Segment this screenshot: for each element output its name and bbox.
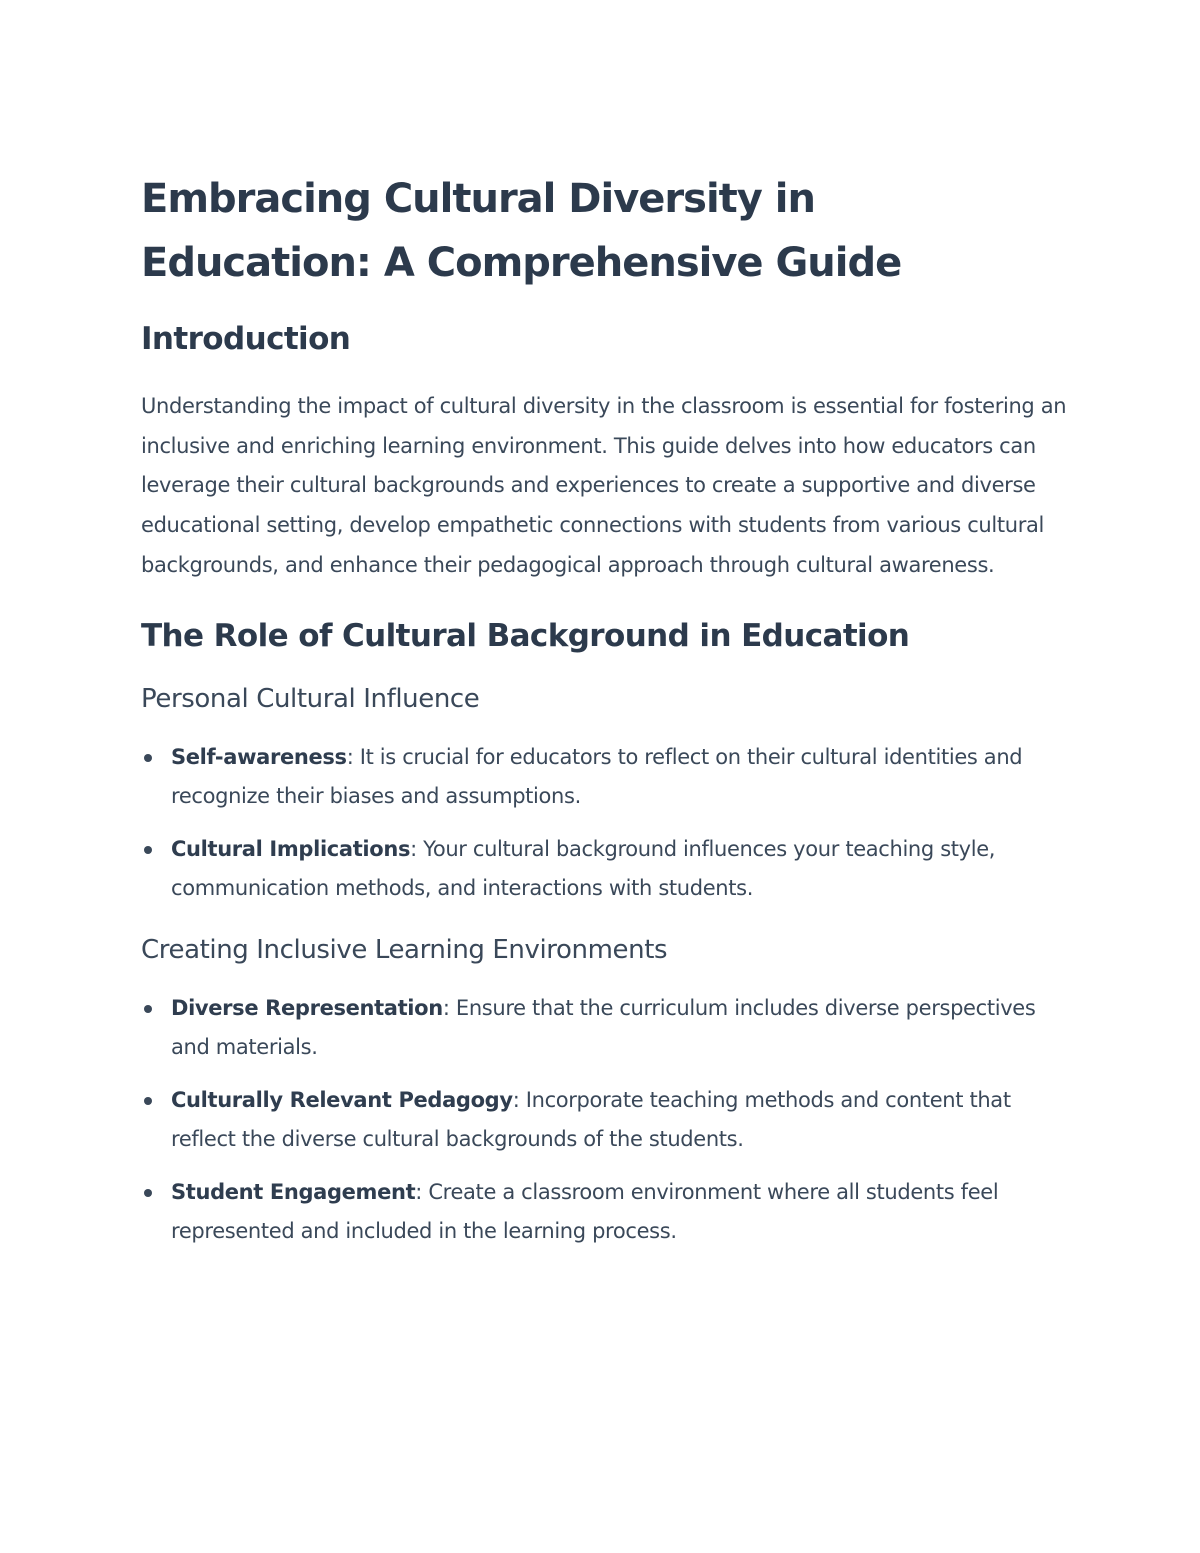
list-item	[141, 830, 1071, 909]
document-title	[141, 167, 1071, 295]
list-item	[141, 1173, 1071, 1252]
role-section-heading: The Role of Cultural Background in Education	[141, 617, 910, 654]
list-item-text: : Create a classroom environment where all students feel represented and included in the learning process.	[171, 1179, 999, 1244]
bullet-icon	[144, 1005, 152, 1013]
list-item-term: Cultural Implications	[171, 836, 411, 861]
list-item	[141, 989, 1071, 1068]
personal-influence-list	[141, 738, 1071, 909]
introduction-heading: Introduction	[141, 321, 351, 357]
inclusive-environments-heading: Creating Inclusive Learning Environments	[141, 934, 668, 965]
introduction-paragraph: Understanding the impact of cultural diversity in the classroom is essential for fostering an inclusive and enriching learning environment. This guide delves into how educators can leverage their cultural backgrounds and experiences to create a supportive and diverse educational setting, develop empathetic connections with students from various cultural backgrounds, and enhance their pedagogical approach through cultural awareness.	[141, 394, 1067, 577]
document-title-line-2: Education: A Comprehensive Guide	[141, 240, 902, 286]
bullet-icon	[144, 846, 152, 854]
list-item-term: Diverse Representation	[171, 995, 443, 1020]
bullet-icon	[144, 754, 152, 762]
list-item-text: : Incorporate teaching methods and content that reflect the diverse cultural backgrounds of the students.	[171, 1087, 1011, 1152]
list-item-text: : It is crucial for educators to reflect on their cultural identities and recognize their biases and assumptions.	[171, 744, 1023, 809]
document-title-line-1: Embracing Cultural Diversity in	[141, 176, 815, 222]
document-page	[141, 167, 1071, 1252]
bullet-icon	[144, 1189, 152, 1197]
bullet-icon	[144, 1097, 152, 1105]
list-item-term: Culturally Relevant Pedagogy	[171, 1087, 513, 1112]
list-item-term: Student Engagement	[171, 1179, 416, 1204]
list-item-text: : Your cultural background influences your teaching style, communication methods, and interactions with students.	[171, 836, 996, 901]
list-item-text: : Ensure that the curriculum includes diverse perspectives and materials.	[171, 995, 1036, 1060]
personal-influence-heading: Personal Cultural Influence	[141, 683, 480, 714]
inclusive-environments-list	[141, 989, 1071, 1252]
list-item	[141, 1081, 1071, 1160]
list-item-term: Self-awareness	[171, 744, 347, 769]
list-item	[141, 738, 1071, 817]
